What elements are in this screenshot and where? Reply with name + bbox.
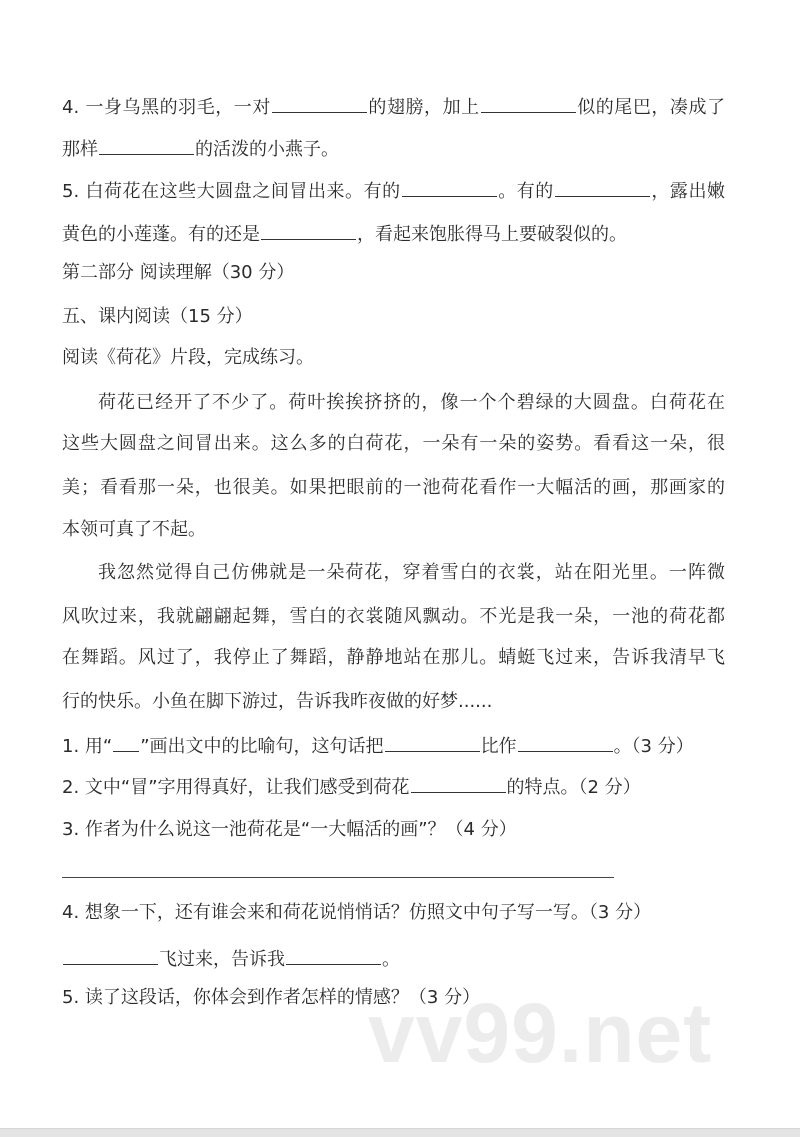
text-line — [62, 176, 725, 202]
text-segment: 行的快乐。小鱼在脚下游过，告诉我昨夜做的好梦...... — [62, 691, 493, 712]
text-line — [62, 517, 206, 543]
text-segment: 5. 读了这段话，你体会到作者怎样的情感？（3 分） — [62, 987, 481, 1008]
fill-in-blank[interactable] — [385, 731, 480, 752]
text-line — [62, 475, 725, 501]
text-segment: 那样 — [62, 139, 98, 160]
text-segment: 荷花已经开了不少了。荷叶挨挨挤挤的，像一个个碧绿的大圆盘。白荷花在 — [98, 392, 725, 413]
text-line — [62, 134, 339, 160]
fill-in-blank[interactable] — [63, 944, 158, 965]
fill-in-blank[interactable] — [411, 772, 506, 793]
fill-in-blank[interactable] — [481, 92, 576, 113]
text-line — [62, 560, 725, 586]
text-line — [62, 772, 641, 798]
text-segment: 阅读《荷花》片段，完成练习。 — [62, 347, 314, 368]
fill-in-blank[interactable] — [113, 731, 139, 752]
fill-in-blank[interactable] — [518, 731, 613, 752]
fill-in-blank[interactable] — [286, 944, 381, 965]
text-segment: 本领可真了不起。 — [62, 519, 206, 540]
text-line — [62, 345, 314, 371]
fill-in-blank[interactable] — [272, 92, 367, 113]
text-line — [62, 304, 253, 330]
answer-line-q3 — [62, 877, 614, 878]
text-segment: 美；看看那一朵，也很美。如果把眼前的一池荷花看作一大幅活的画，那画家的 — [62, 477, 725, 498]
fill-in-blank[interactable] — [402, 176, 497, 197]
text-segment: 我忽然觉得自己仿佛就是一朵荷花，穿着雪白的衣裳，站在阳光里。一阵微 — [98, 562, 725, 583]
text-segment: ，露出嫩 — [650, 181, 725, 202]
text-line — [62, 645, 725, 671]
text-segment: 五、课内阅读（15 分） — [62, 306, 253, 327]
text-line — [62, 944, 400, 970]
text-segment: 这些大圆盘之间冒出来。这么多的白荷花，一朵有一朵的姿势。看看这一朵，很 — [62, 433, 725, 454]
text-segment: 3. 作者为什么说这一池荷花是“一大幅活的画”？（4 分） — [62, 819, 517, 840]
text-segment: 的翅膀，加上 — [367, 97, 480, 118]
text-segment: 第二部分 阅读理解（30 分） — [62, 262, 295, 283]
page-bottom-edge — [0, 1128, 800, 1137]
text-line — [62, 689, 492, 715]
text-segment: 4. 想象一下，还有谁会来和荷花说悄悄话？仿照文中句子写一写。（3 分） — [62, 902, 652, 923]
text-line — [62, 219, 627, 245]
watermark: vv99.net — [368, 986, 713, 1080]
text-segment: 的活泼的小燕子。 — [195, 139, 339, 160]
text-line — [62, 390, 725, 416]
text-line — [62, 817, 517, 843]
text-segment: 黄色的小莲蓬。有的还是 — [62, 224, 260, 245]
text-segment: 5. 白荷花在这些大圆盘之间冒出来。有的 — [62, 181, 401, 202]
text-segment: 1. 用“ — [62, 736, 113, 757]
text-line — [62, 731, 694, 757]
text-segment: 飞过来，告诉我 — [159, 949, 285, 970]
text-segment: ，看起来饱胀得马上要破裂似的。 — [357, 224, 627, 245]
text-segment: 。（3 分） — [613, 736, 694, 757]
fill-in-blank[interactable] — [99, 134, 194, 155]
text-line — [62, 260, 294, 286]
text-line — [62, 604, 725, 630]
fill-in-blank[interactable] — [261, 219, 356, 240]
text-segment: 似的尾巴，凑成了 — [576, 97, 725, 118]
fill-in-blank[interactable] — [555, 176, 650, 197]
text-segment: 2. 文中“冒”字用得真好，让我们感受到荷花 — [62, 777, 410, 798]
text-line — [62, 900, 651, 926]
text-segment: 风吹过来，我就翩翩起舞，雪白的衣裳随风飘动。不光是我一朵，一池的荷花都 — [62, 606, 725, 627]
text-segment: 的特点。（2 分） — [506, 777, 641, 798]
text-line — [62, 92, 725, 118]
text-line — [62, 431, 725, 457]
text-segment: 。有的 — [497, 181, 554, 202]
text-segment: 在舞蹈。风过了，我停止了舞蹈，静静地站在那儿。蜻蜓飞过来，告诉我清早飞 — [62, 647, 725, 668]
text-segment: 4. 一身乌黑的羽毛，一对 — [62, 97, 271, 118]
text-segment: 。 — [382, 949, 400, 970]
text-segment: 比作 — [480, 736, 517, 757]
text-segment: ”画出文中的比喻句，这句话把 — [140, 736, 384, 757]
